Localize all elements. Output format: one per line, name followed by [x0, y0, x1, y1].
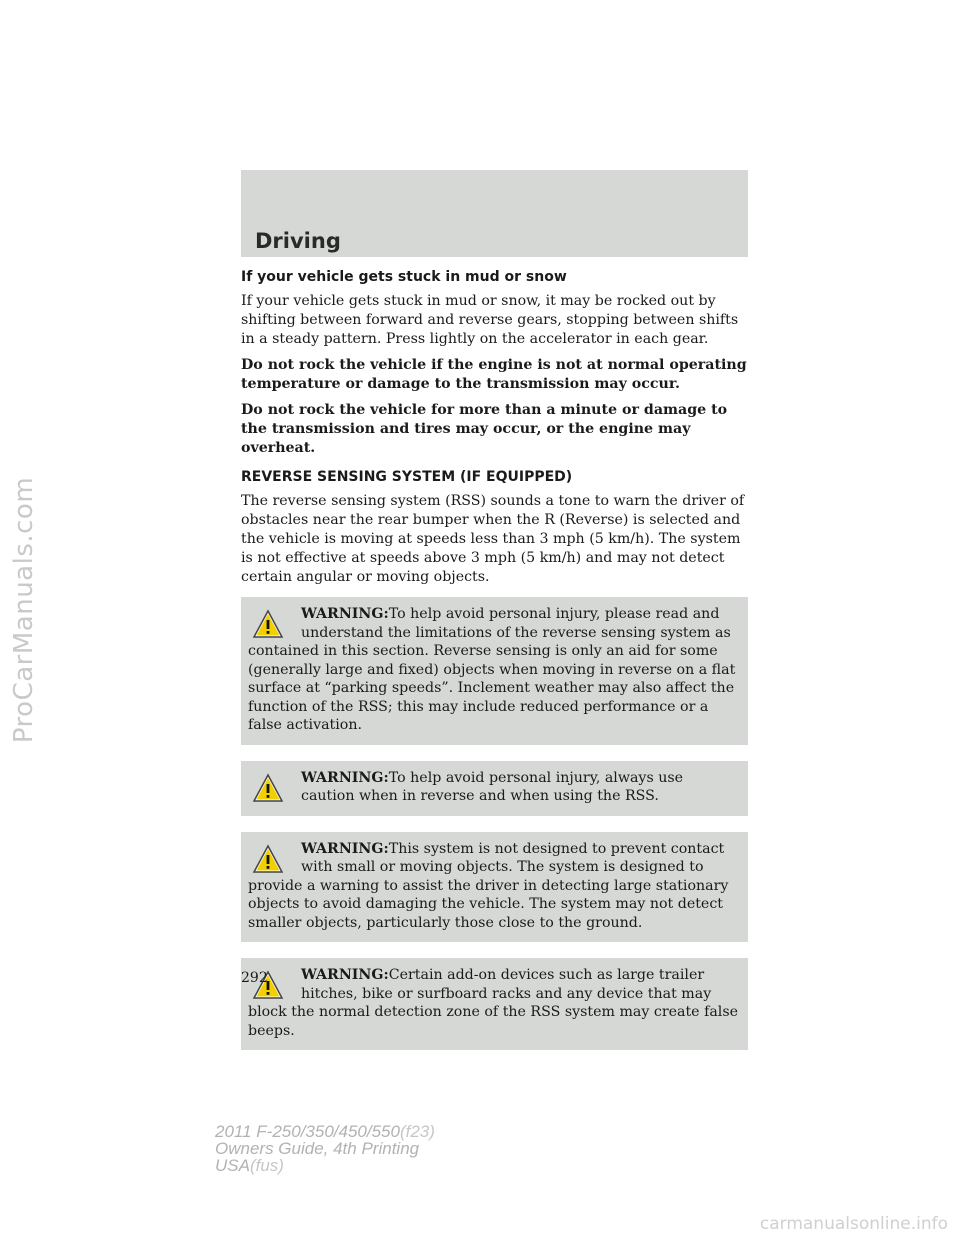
footer-line-2: Owners Guide, 4th Printing	[215, 1139, 420, 1158]
document-footer	[215, 1123, 435, 1174]
warning-label: WARNING:	[301, 967, 389, 983]
side-watermark-text: ProCarManuals.com	[9, 476, 39, 744]
warning-text: Certain add-on devices such as large trailer hitches, bike or surfboard racks and any device that may block the normal detection zone of the RSS system may create false beeps.	[248, 967, 739, 1039]
page-number: 292	[241, 970, 268, 986]
stuck-body: If your vehicle gets stuck in mud or snow, it may be rocked out by shifting between forward and reverse gears, stopping between shifts in a steady pattern. Press lightly on the accelerator in each gear.	[241, 293, 739, 347]
stuck-caution-2: Do not rock the vehicle for more than a minute or damage to the transmission and tires may occur, or the engine may overheat.	[241, 402, 728, 456]
footer-market: USA	[215, 1156, 250, 1175]
stuck-caution-1: Do not rock the vehicle if the engine is not at normal operating temperature or damage to the transmission may occur.	[241, 357, 747, 392]
warning-box-1	[241, 597, 748, 745]
footer-market-code: (fus)	[249, 1156, 284, 1175]
warning-box-3	[241, 832, 748, 943]
rss-body: The reverse sensing system (RSS) sounds a tone to warn the driver of obstacles near the rear bumper when the R (Reverse) is selected and the vehicle is moving at speeds less than 3 mph (5 km/h). The system is not effective at speeds above 3 mph (5 km/h) and may not detect certain angular or moving objects.	[241, 493, 745, 585]
warning-box-4	[241, 958, 748, 1050]
section-header-band	[241, 170, 748, 257]
warning-text: To help avoid personal injury, please read and understand the limitations of the reverse sensing system as contained in this section. Reverse sensing is only an aid for some (generally large and fixed) objects when moving in reverse on a flat surface at “parking speeds”. Inclement weather may also affect the function of the RSS; this may include reduced performance or a false activation.	[248, 606, 736, 733]
side-watermark	[4, 300, 44, 920]
bottom-watermark: carmanualsonline.info	[759, 1214, 948, 1234]
warning-text: This system is not designed to prevent contact with small or moving objects. The system is designed to provide a warning to assist the driver in detecting large stationary objects to avoid damaging the vehicle. The system may not detect smaller objects, particularly those close to the ground.	[248, 840, 729, 931]
warning-label: WARNING:	[301, 769, 389, 786]
page-content	[241, 262, 748, 1066]
warning-label: WARNING:	[301, 606, 389, 622]
footer-model: 2011 F-250/350/450/550	[215, 1122, 400, 1141]
warning-text: To help avoid personal injury, always use caution when in reverse and when using the RSS.	[301, 769, 684, 804]
footer-line-3	[215, 1157, 435, 1174]
stuck-heading: If your vehicle gets stuck in mud or snow	[241, 269, 567, 285]
warning-label: WARNING:	[301, 840, 389, 857]
section-title: Driving	[255, 229, 341, 253]
footer-line-1	[215, 1123, 435, 1140]
warning-box-2	[241, 761, 748, 816]
warning-triangle-icon	[252, 844, 284, 874]
footer-model-code: (f23)	[399, 1122, 435, 1141]
rss-heading: REVERSE SENSING SYSTEM (IF EQUIPPED)	[241, 469, 573, 485]
warning-triangle-icon	[252, 609, 284, 639]
warning-triangle-icon	[252, 773, 284, 803]
